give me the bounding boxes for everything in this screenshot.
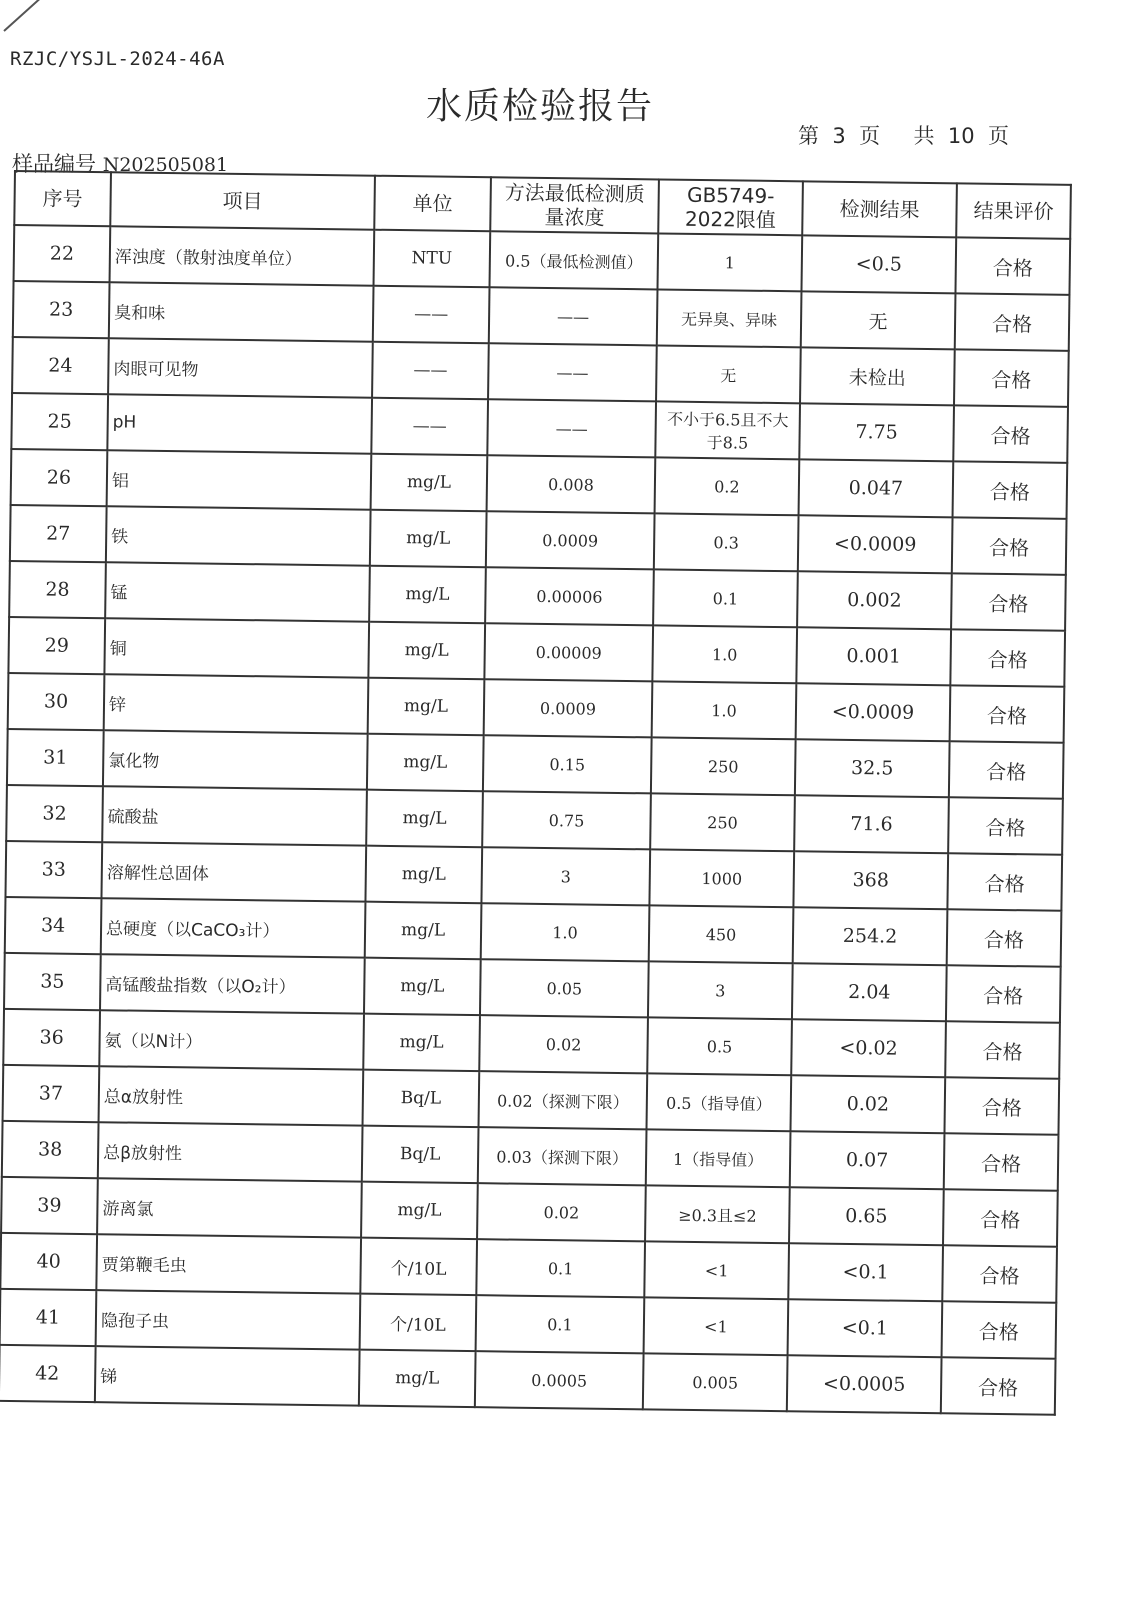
item-cell: 总β放射性: [98, 1122, 363, 1181]
unit-cell: mg/L: [365, 846, 482, 904]
item-cell: 高锰酸盐指数（以O₂计）: [100, 954, 365, 1013]
eval-cell: 合格: [944, 1133, 1059, 1190]
item-cell: 铝: [107, 450, 372, 509]
seq-cell: 28: [9, 561, 106, 618]
limit-cell: 0.5（指导值）: [646, 1073, 791, 1131]
item-cell: 锑: [95, 1346, 360, 1405]
page-number: 3: [832, 124, 846, 148]
eval-cell: 合格: [942, 1245, 1057, 1302]
unit-cell: mg/L: [361, 1182, 478, 1240]
item-cell: 氨（以N计）: [99, 1010, 364, 1069]
total-label: 共: [913, 124, 935, 148]
method-cell: 0.00006: [485, 567, 654, 625]
seq-cell: 31: [7, 729, 104, 786]
unit-cell: ——: [372, 342, 489, 400]
method-cell: ——: [488, 343, 657, 401]
header-item: 项目: [110, 172, 375, 229]
result-cell: 未检出: [800, 347, 955, 405]
unit-cell: mg/L: [370, 510, 487, 568]
eval-cell: 合格: [955, 293, 1070, 350]
seq-cell: 24: [12, 337, 109, 394]
result-cell: <0.1: [788, 1299, 943, 1357]
result-cell: <0.5: [801, 235, 956, 293]
result-cell: <0.02: [791, 1019, 946, 1077]
method-cell: 0.75: [482, 791, 651, 849]
seq-cell: 25: [11, 393, 108, 450]
item-cell: 锰: [105, 562, 370, 621]
method-cell: 0.0005: [475, 1351, 644, 1409]
eval-cell: 合格: [950, 629, 1065, 686]
limit-cell: 不小于6.5且不大于8.5: [655, 401, 800, 459]
unit-cell: mg/L: [359, 1350, 476, 1408]
sample-value: N202505081: [102, 154, 229, 176]
result-cell: <0.0009: [796, 683, 951, 741]
result-cell: 0.07: [790, 1131, 945, 1189]
unit-cell: ——: [373, 286, 490, 344]
method-cell: 0.05: [480, 959, 649, 1017]
method-cell: 3: [481, 847, 650, 905]
seq-cell: 27: [10, 505, 107, 562]
page-label: 第: [798, 124, 819, 148]
result-cell: <0.0009: [798, 515, 953, 573]
limit-cell: 250: [650, 793, 795, 851]
limit-cell: 0.1: [653, 569, 798, 627]
result-cell: 0.65: [789, 1187, 944, 1245]
method-cell: 0.03（探测下限）: [478, 1127, 647, 1185]
limit-cell: 1.0: [652, 625, 797, 683]
limit-cell: 无异臭、异味: [657, 289, 802, 347]
unit-cell: mg/L: [363, 1014, 480, 1072]
method-cell: 0.5（最低检测值）: [490, 231, 659, 289]
document-id: RZJC/YSJL-2024-46A: [10, 48, 225, 70]
item-cell: 总硬度（以CaCO₃计）: [101, 898, 366, 957]
limit-cell: 3: [648, 961, 793, 1019]
seq-cell: 37: [3, 1065, 100, 1122]
seq-cell: 38: [2, 1121, 99, 1178]
eval-cell: 合格: [951, 573, 1066, 630]
limit-cell: ≥0.3且≤2: [645, 1185, 790, 1243]
seq-cell: 41: [0, 1289, 96, 1346]
result-cell: <0.1: [788, 1243, 943, 1301]
unit-cell: mg/L: [364, 958, 481, 1016]
unit-cell: mg/L: [366, 790, 483, 848]
header-seq: 序号: [14, 171, 111, 226]
total-pages: 10: [947, 124, 975, 148]
eval-cell: 合格: [945, 1021, 1060, 1078]
unit-cell: NTU: [374, 230, 491, 288]
header-method: 方法最低检测质量浓度: [490, 177, 659, 233]
limit-cell: 0.5: [647, 1017, 792, 1075]
unit-cell: 个/10L: [360, 1238, 477, 1296]
item-cell: 铜: [104, 618, 369, 677]
result-cell: 0.02: [790, 1075, 945, 1133]
item-cell: 臭和味: [109, 282, 374, 341]
method-cell: 0.0009: [486, 511, 655, 569]
seq-cell: 35: [4, 953, 101, 1010]
item-cell: 肉眼可见物: [108, 338, 373, 397]
unit-cell: mg/L: [369, 566, 486, 624]
seq-cell: 29: [8, 617, 105, 674]
method-cell: 0.1: [476, 1239, 645, 1297]
seq-cell: 30: [8, 673, 105, 730]
limit-cell: 1.0: [652, 681, 797, 739]
page-unit: 页: [859, 124, 881, 148]
limit-cell: 1（指导值）: [646, 1129, 791, 1187]
unit-cell: mg/L: [368, 622, 485, 680]
eval-cell: 合格: [946, 965, 1061, 1022]
seq-cell: 32: [6, 785, 103, 842]
item-cell: pH: [107, 394, 372, 453]
eval-cell: 合格: [952, 517, 1067, 574]
result-cell: <0.0005: [787, 1355, 942, 1413]
result-cell: 无: [801, 291, 956, 349]
method-cell: ——: [489, 287, 658, 345]
eval-cell: 合格: [953, 405, 1068, 462]
item-cell: 氯化物: [103, 730, 368, 789]
header-result: 检测结果: [802, 181, 957, 237]
eval-cell: 合格: [954, 349, 1069, 406]
method-cell: ——: [487, 399, 656, 457]
seq-cell: 42: [0, 1345, 96, 1402]
seq-cell: 39: [1, 1177, 98, 1234]
unit-cell: Bq/L: [363, 1070, 480, 1128]
header-limit: GB5749-2022限值: [658, 179, 803, 235]
eval-cell: 合格: [944, 1077, 1059, 1134]
eval-cell: 合格: [942, 1301, 1057, 1358]
limit-cell: 无: [656, 345, 801, 403]
result-cell: 7.75: [799, 403, 954, 461]
seq-cell: 26: [11, 449, 108, 506]
result-cell: 0.001: [796, 627, 951, 685]
seq-cell: 33: [5, 841, 102, 898]
eval-cell: 合格: [953, 461, 1068, 518]
seq-cell: 34: [5, 897, 102, 954]
seq-cell: 23: [13, 281, 110, 338]
unit-cell: mg/L: [367, 734, 484, 792]
item-cell: 贾第鞭毛虫: [96, 1234, 361, 1293]
unit-cell: ——: [371, 398, 488, 456]
results-table: [0, 170, 1072, 1416]
item-cell: 总α放射性: [99, 1066, 364, 1125]
sample-label: 样品编号: [12, 152, 96, 176]
eval-cell: 合格: [950, 685, 1065, 742]
unit-cell: mg/L: [365, 902, 482, 960]
seq-cell: 36: [3, 1009, 100, 1066]
unit-cell: mg/L: [371, 454, 488, 512]
result-cell: 368: [793, 851, 948, 909]
result-cell: 0.047: [799, 459, 954, 517]
corner-pen-mark: [3, 0, 49, 32]
method-cell: 0.00009: [484, 623, 653, 681]
seq-cell: 22: [14, 225, 111, 282]
method-cell: 0.1: [476, 1295, 645, 1353]
result-cell: 0.002: [797, 571, 952, 629]
limit-cell: 1: [657, 233, 802, 291]
eval-cell: 合格: [949, 741, 1064, 798]
item-cell: 溶解性总固体: [101, 842, 366, 901]
method-cell: 0.02: [479, 1015, 648, 1073]
method-cell: 0.02: [477, 1183, 646, 1241]
eval-cell: 合格: [948, 797, 1063, 854]
limit-cell: 0.2: [655, 457, 800, 515]
method-cell: 0.0009: [484, 679, 653, 737]
seq-cell: 40: [0, 1233, 97, 1290]
item-cell: 铁: [106, 506, 371, 565]
header-unit: 单位: [374, 176, 491, 232]
limit-cell: 450: [649, 905, 794, 963]
limit-cell: 250: [651, 737, 796, 795]
total-unit: 页: [987, 124, 1009, 148]
method-cell: 1.0: [481, 903, 650, 961]
result-cell: 32.5: [795, 739, 950, 797]
result-cell: 254.2: [793, 907, 948, 965]
eval-cell: 合格: [941, 1357, 1056, 1414]
eval-cell: 合格: [943, 1189, 1058, 1246]
eval-cell: 合格: [947, 909, 1062, 966]
item-cell: 隐孢子虫: [96, 1290, 361, 1349]
eval-cell: 合格: [947, 853, 1062, 910]
item-cell: 浑浊度（散射浊度单位）: [110, 226, 375, 285]
limit-cell: <1: [644, 1297, 789, 1355]
unit-cell: Bq/L: [362, 1126, 479, 1184]
limit-cell: <1: [644, 1241, 789, 1299]
method-cell: 0.02（探测下限）: [479, 1071, 648, 1129]
limit-cell: 0.3: [654, 513, 799, 571]
item-cell: 硫酸盐: [102, 786, 367, 845]
unit-cell: mg/L: [368, 678, 485, 736]
eval-cell: 合格: [955, 237, 1070, 294]
result-cell: 71.6: [794, 795, 949, 853]
page-indicator: [798, 120, 1009, 150]
unit-cell: 个/10L: [360, 1294, 477, 1352]
result-cell: 2.04: [792, 963, 947, 1021]
header-eval: 结果评价: [956, 183, 1071, 238]
method-cell: 0.15: [483, 735, 652, 793]
item-cell: 游离氯: [97, 1178, 362, 1237]
item-cell: 锌: [104, 674, 369, 733]
report-title: 水质检验报告: [425, 86, 654, 127]
limit-cell: 0.005: [643, 1353, 788, 1411]
limit-cell: 1000: [649, 849, 794, 907]
method-cell: 0.008: [487, 455, 656, 513]
